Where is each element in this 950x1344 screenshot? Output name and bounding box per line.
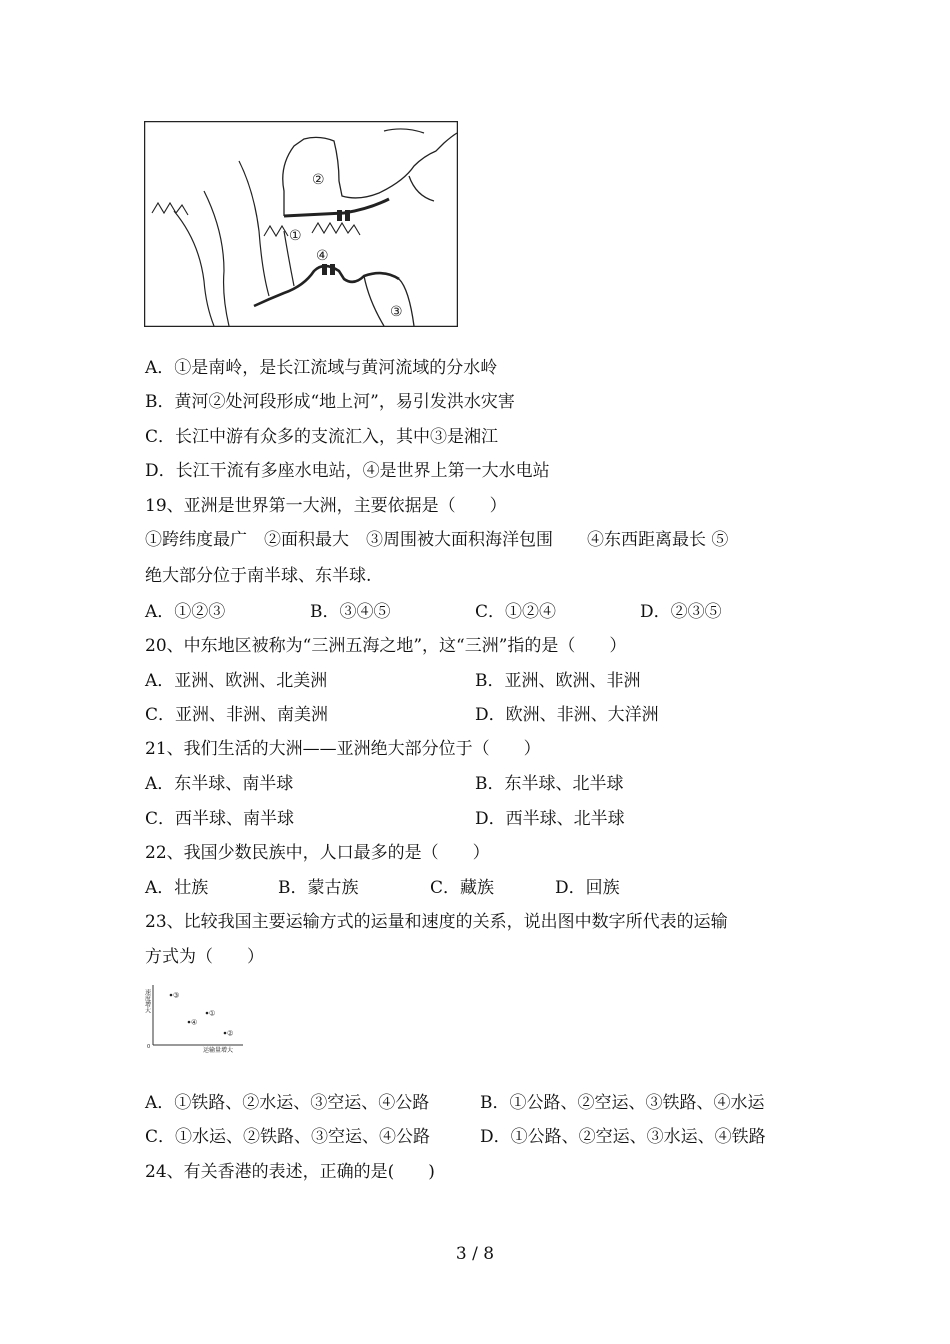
scatter-point-label-1: ③ [173,991,180,1000]
q21-option-d: D．西半球、北半球 [475,809,625,829]
q22-option-c: C．藏族 [430,878,495,898]
origin-label: 0 [147,1044,151,1050]
q19-stem: 19、亚洲是世界第一大洲，主要依据是（ ） [145,496,507,516]
q18-option-a: A．①是南岭，是长江流域与黄河流域的分水岭 [145,358,498,378]
q19-option-b: B．③④⑤ [310,602,391,622]
q20-option-c: C．亚洲、非洲、南美洲 [145,705,329,725]
q21-option-c: C．西半球、南半球 [145,809,295,829]
scatter-point-label-4: ② [227,1029,234,1038]
q23-stem-line1: 23、比较我国主要运输方式的运量和速度的关系，说出图中数字所代表的运输 [145,912,728,932]
map-label-1: ① [289,228,302,244]
q19-option-a: A．①②③ [145,602,226,622]
q23-option-d: D．①公路、②空运、③水运、④铁路 [480,1127,766,1147]
q22-option-a: A．壮族 [145,878,209,898]
q23-option-b: B．①公路、②空运、③铁路、④水运 [480,1093,765,1113]
q23-option-c: C．①水运、②铁路、③空运、④公路 [145,1127,431,1147]
scatter-point-3 [188,1021,191,1024]
scatter-point-4 [224,1032,227,1035]
q19-option-c: C．①②④ [475,602,557,622]
q22-option-d: D．回族 [555,878,620,898]
q18-option-d: D．长江干流有多座水电站，④是世界上第一大水电站 [145,461,550,481]
q21-option-b: B．东半球、北半球 [475,774,624,794]
q20-option-a: A．亚洲、欧洲、北美洲 [145,671,328,691]
q23-option-a: A．①铁路、②水运、③空运、④公路 [145,1093,430,1113]
q21-option-a: A．东半球、南半球 [145,774,294,794]
q18-option-b: B．黄河②处河段形成“地上河”，易引发洪水灾害 [145,392,515,412]
transport-scatter-chart [143,983,248,1053]
map-label-3: ③ [390,304,403,320]
q21-stem: 21、我们生活的大洲——亚洲绝大部分位于（ ） [145,739,541,759]
q20-stem: 20、中东地区被称为“三洲五海之地”，这“三洲”指的是（ ） [145,636,627,656]
river-map-figure [144,121,458,327]
x-axis-label: 运输量增大 [203,1047,234,1053]
q22-option-b: B．蒙古族 [278,878,359,898]
map-label-2: ② [312,172,325,188]
q20-option-b: B．亚洲、欧洲、非洲 [475,671,641,691]
scatter-point-2 [206,1012,209,1015]
river-map-svg [144,121,458,327]
scatter-point-label-3: ④ [191,1018,198,1027]
q18-option-c: C．长江中游有众多的支流汇入，其中③是湘江 [145,427,499,447]
q20-option-d: D．欧洲、非洲、大洋洲 [475,705,659,725]
scatter-point-label-2: ① [209,1009,216,1018]
q19-items-line2: 绝大部分位于南半球、东半球. [145,566,372,586]
q22-stem: 22、我国少数民族中，人口最多的是（ ） [145,843,490,863]
y-axis-label: 速度增大 [143,989,151,1013]
q19-items-line1: ①跨纬度最广 ②面积最大 ③周围被大面积海洋包围 ④东西距离最长 ⑤ [145,530,729,550]
scatter-svg [143,983,248,1053]
q24-stem: 24、有关香港的表述，正确的是( ) [145,1162,435,1182]
q23-stem-line2: 方式为（ ） [145,947,264,967]
scatter-point-1 [170,994,173,997]
page-number: 3 / 8 [455,1244,495,1264]
q19-option-d: D．②③⑤ [640,602,722,622]
map-label-4: ④ [316,248,329,264]
